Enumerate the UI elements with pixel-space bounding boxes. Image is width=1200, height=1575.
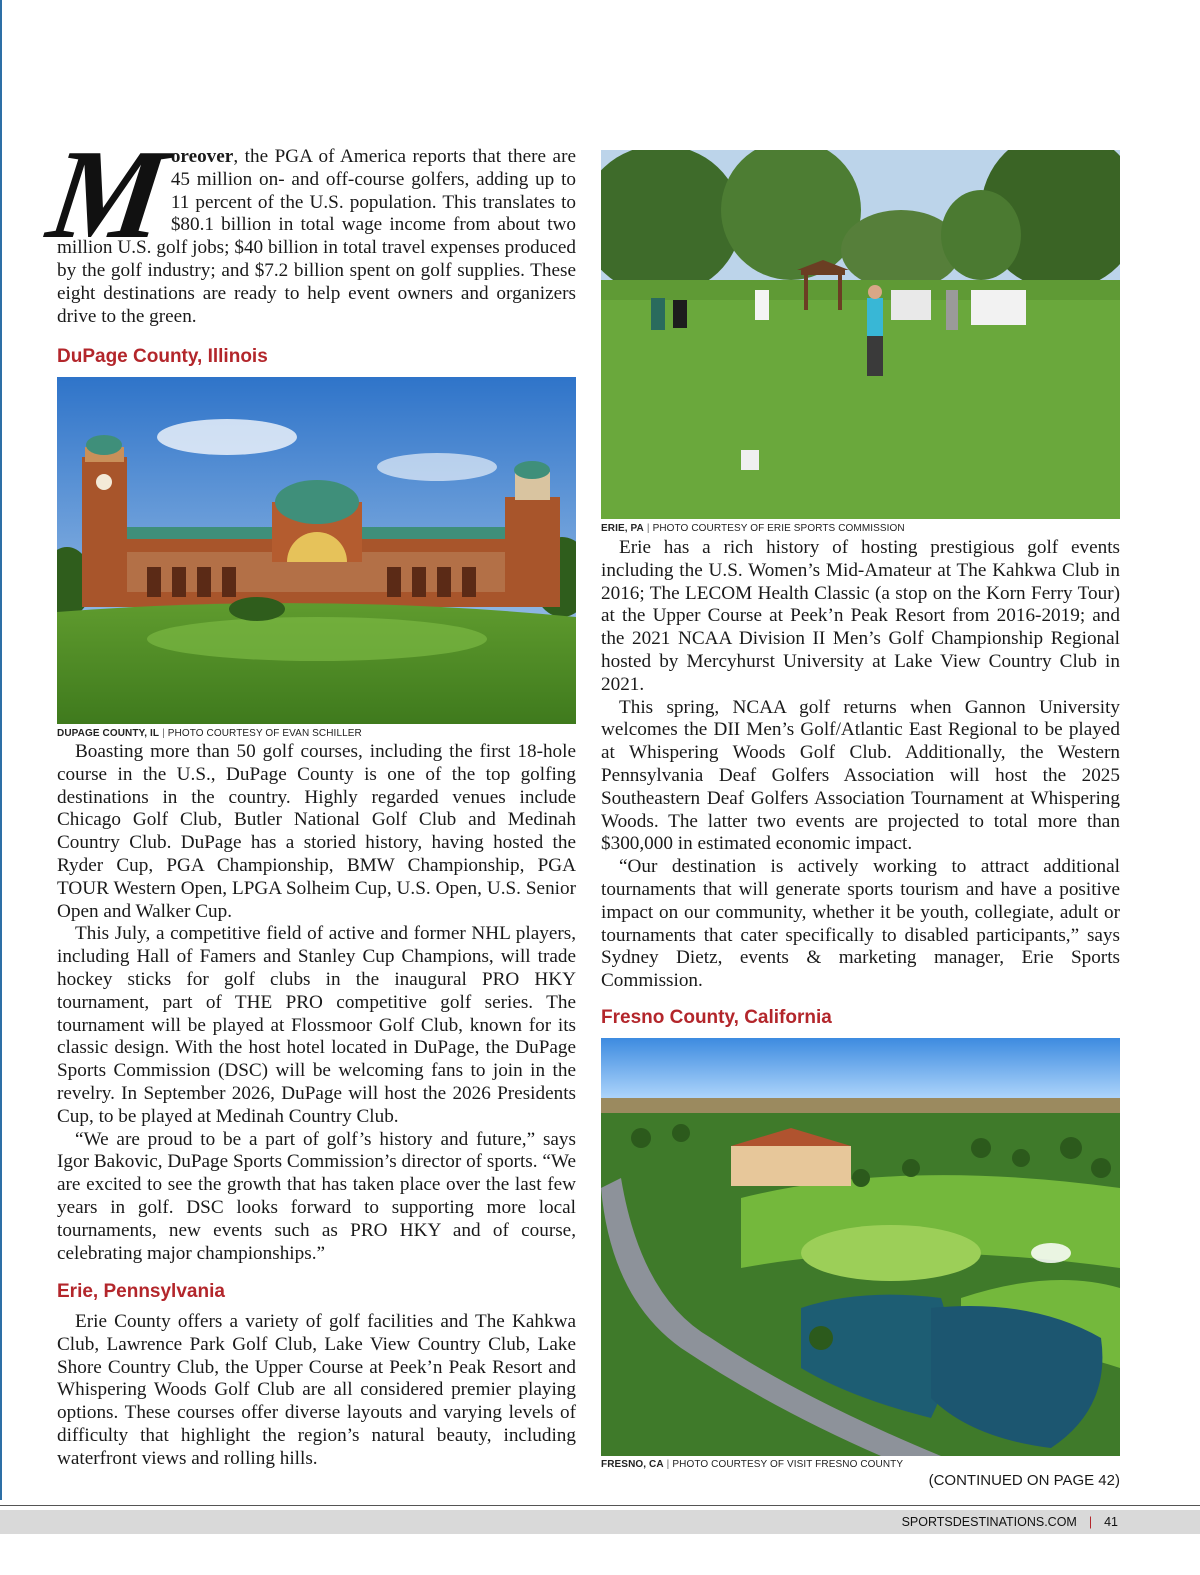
caption-separator: | [666,1459,670,1470]
dupage-paragraph: This July, a competitive field of active and former NHL players, including Hall of Famers and Stanley Cup Champions, will trade hockey sticks for golf clubs in the inaugural PRO HKY tournament, part of THE PRO competitive golf series. The tournament will be played at Flossmoor Golf Club, known for its classic design. With the host hotel located in DuPage, the DuPage Sports Commission (DSC) will be welcoming fans to join in the revelry. In September 2026, DuPage will host the 2026 Presidents Cup, to be played at Medinah Country Club. [57,923,576,1127]
dupage-photo [57,377,576,724]
erie-intro-body [57,1311,576,1471]
erie-caption-credit: PHOTO COURTESY OF ERIE SPORTS COMMISSION [652,523,905,534]
erie-paragraph: “Our destination is actively working to attract additional tournaments that will generate sports tourism and have a positive impact on our community, whether it be youth, collegiate, adult or tournaments that cater specifically to disabled participants,” says Sydney Dietz, events & marketing manager, Erie Sports Commission. [601,856,1120,992]
dupage-body [57,741,576,1265]
continued-note: (CONTINUED ON PAGE 42) [928,1472,1120,1489]
intro-lead-word: oreover [170,146,234,167]
intro-text: , the PGA of America reports that there are 45 million on- and off-course golfers, adding up to 11 percent of the U.S. population. This translates to $80.1 billion in total wage income from about two million U.S. golf jobs; $40 billion in total travel expenses produced by the golf industry; and $7.2 billion spent on golf supplies. These eight destinations are ready to help event owners and organizers drive to the green. [57,146,576,327]
footer [902,1515,1118,1529]
erie-paragraph: This spring, NCAA golf returns when Gannon University welcomes the DII Men’s Golf/Atlantic East Regional to be played at Whispering Woods Golf Club. Additionally, the Western Pennsylvania Deaf Golfers Association will host the 2025 Southeastern Deaf Golfers Association Tournament at Whispering Woods. The latter two events are projected to total more than $300,000 in estimated economic impact. [601,696,1120,855]
heading-erie: Erie, Pennsylvania [57,1281,225,1302]
heading-dupage: DuPage County, Illinois [57,346,268,367]
drop-cap: M [40,123,175,265]
intro-paragraph [40,123,576,328]
erie-caption [601,523,905,535]
erie-body [601,537,1120,993]
footer-site[interactable]: SPORTSDESTINATIONS.COM [901,1515,1077,1529]
page-edge-line [0,0,2,1500]
dupage-caption-place: DUPAGE COUNTY, IL [57,728,160,739]
caption-separator: | [646,523,650,534]
erie-caption-place: ERIE, PA [601,523,644,534]
fresno-photo [601,1038,1120,1456]
erie-intro-paragraph: Erie County offers a variety of golf facilities and The Kahkwa Club, Lawrence Park Golf Club, Lake View Country Club, Lake Shore Country Club, the Upper Course at Peek’n Peak Resort and Whispering Woods Golf Club are all considered premier playing options. These courses offer diverse layouts and varying levels of difficulty that highlight the region’s natural beauty, including waterfront views and rolling hills. [57,1311,576,1469]
page-number: 41 [1104,1515,1118,1529]
dupage-paragraph: “We are proud to be a part of golf’s history and future,” says Igor Bakovic, DuPage Sports Commission’s director of sports. “We are excited to see the growth that has taken place over the last few years in golf. DSC looks forward to supporting more local tournaments, new events such as PRO HKY and of course, celebrating major championships.” [57,1128,576,1264]
fresno-caption-place: FRESNO, CA [601,1459,664,1470]
erie-paragraph: Erie has a rich history of hosting prestigious golf events including the U.S. Women’s Mid-Amateur at The Kahkwa Club in 2016; The LECOM Health Classic (a stop on the Korn Ferry Tour) at the Upper Course at Peek’n Peak Resort from 2016-2019; and the 2021 NCAA Division II Men’s Golf Championship Regional hosted by Mercyhurst University at Lake View Country Club in 2021. [601,537,1120,695]
caption-separator: | [162,728,165,739]
heading-fresno: Fresno County, California [601,1007,832,1028]
dupage-caption [57,728,362,740]
dupage-caption-credit: PHOTO COURTESY OF EVAN SCHILLER [167,728,362,739]
footer-rule [0,1505,1200,1506]
fresno-caption-credit: PHOTO COURTESY OF VISIT FRESNO COUNTY [672,1459,904,1470]
erie-photo [601,150,1120,519]
fresno-caption [601,1459,903,1471]
footer-separator: | [1088,1515,1093,1529]
dupage-paragraph: Boasting more than 50 golf courses, including the first 18-hole course in the U.S., DuPage County is one of the top golfing destinations in the country. Highly regarded venues include Chicago Golf Club, Butler National Golf Club and Medinah Country Club. DuPage has a storied history, having hosted the Ryder Cup, PGA Championship, BMW Championship, PGA TOUR Western Open, LPGA Solheim Cup, U.S. Open, U.S. Senior Open and Walker Cup. [57,741,576,922]
